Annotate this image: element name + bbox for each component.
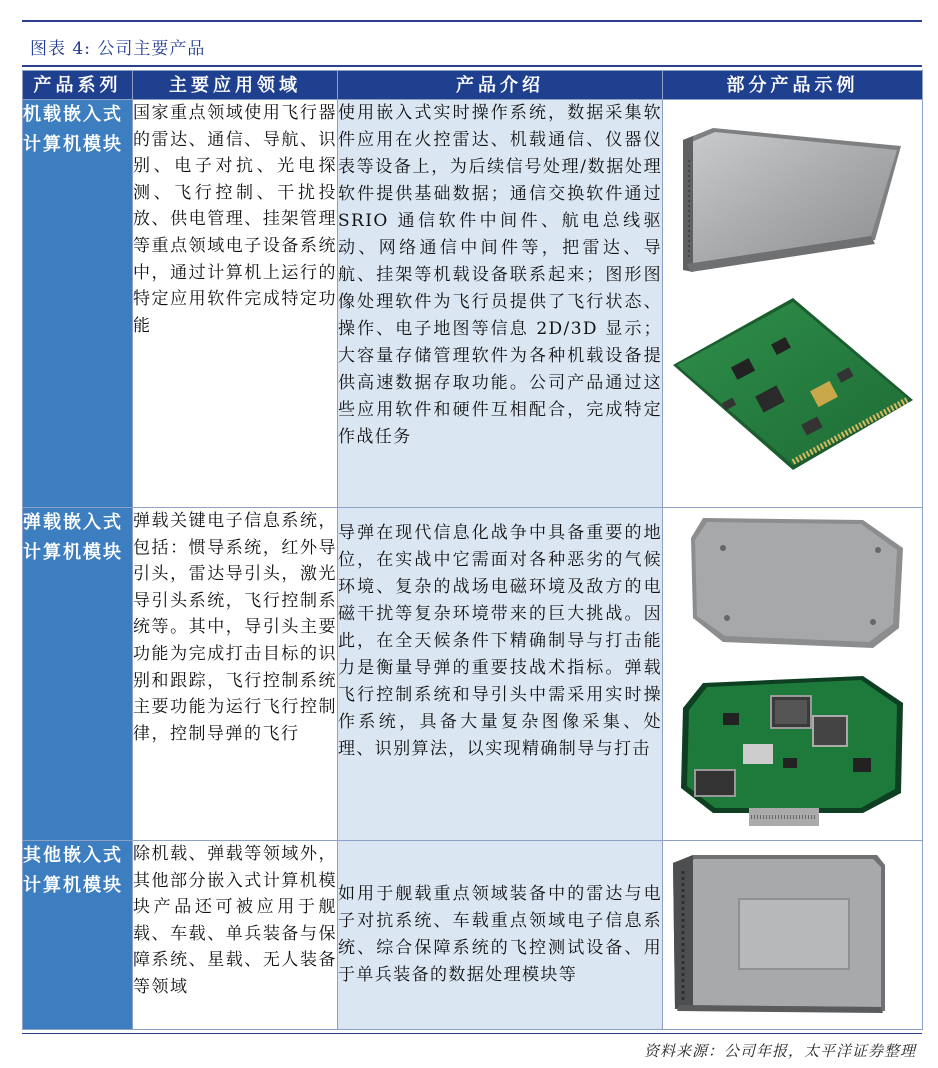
examples-images [663, 100, 921, 506]
examples-cell [663, 508, 923, 841]
series-cell: 弹载嵌入式计算机模块 [23, 508, 133, 841]
series-cell: 其他嵌入式计算机模块 [23, 841, 133, 1030]
header-intro: 产品介绍 [338, 71, 663, 100]
figure-caption: 图表 4: 公司主要产品 [30, 39, 206, 59]
header-row [23, 71, 923, 100]
application-cell: 国家重点领域使用飞行器的雷达、通信、导航、识别、电子对抗、光电探测、飞行控制、干扰投放、供电管理、挂架管理等重点领域电子设备系统中，通过计算机上运行的特定应用软件完成特定功能 [133, 100, 338, 508]
application-cell: 弹载关键电子信息系统，包括：惯导系统，红外导引头，雷达导引头，激光导引头系统，飞行控制系统等。其中，导引头主要功能为完成打击目标的识别和跟踪，飞行控制系统主要功能为运行飞行控制律，控制导弹的飞行 [133, 508, 338, 841]
metal-module-enclosure-photo [683, 128, 901, 272]
intro-cell: 导弹在现代信息化战争中具备重要的地位，在实战中它需面对各种恶劣的气候环境、复杂的战场电磁环境及敌方的电磁干扰等复杂环境带来的巨大挑战。因此，在全天候条件下精确制导与打击能力是衡量导弹的重要技战术指标。弹载飞行控制系统和导引头中需采用实时操作系统，具备大量复杂图像采集、处理、识别算法，以实现精确制导与打击 [338, 508, 663, 841]
source-note: 资料来源：公司年报，太平洋证券整理 [643, 1042, 916, 1060]
examples-cell [663, 841, 923, 1030]
examples-images [663, 841, 921, 1028]
header-application: 主要应用领域 [133, 71, 338, 100]
octagonal-metal-cover-photo [691, 518, 903, 648]
bottom-rule [22, 1033, 922, 1034]
examples-images [663, 508, 921, 839]
caption-rule [22, 65, 922, 67]
metal-chassis-module-photo [673, 855, 885, 1013]
series-cell: 机载嵌入式计算机模块 [23, 100, 133, 508]
intro-cell: 使用嵌入式实时操作系统，数据采集软件应用在火控雷达、机载通信、仪器仪表等设备上，为后续信号处理/数据处理软件提供基础数据；通信交换软件通过 SRIO 通信软件中间件、航电总线驱动、网络通信中间件等，把雷达、导航、挂架等机载设备联系起来；图形图像处理软件为飞行员提供了飞行状态、操作、电子地图等信息 2D/3D 显示；大容量存储管理软件为各种机载设备提供高速数据存取功能。公司产品通过这些应用软件和硬件互相配合，完成特定作战任务 [338, 100, 663, 508]
table-row [23, 508, 923, 841]
table-row [23, 841, 923, 1030]
octagonal-circuit-board-photo [681, 676, 903, 826]
examples-cell [663, 100, 923, 508]
header-series: 产品系列 [23, 71, 133, 100]
intro-cell: 如用于舰载重点领域装备中的雷达与电子对抗系统、车载重点领域电子信息系统、综合保障系统的飞控测试设备、用于单兵装备的数据处理模块等 [338, 841, 663, 1030]
green-circuit-board-photo [673, 298, 913, 470]
header-examples: 部分产品示例 [663, 71, 923, 100]
products-table [22, 70, 923, 1030]
top-rule [22, 20, 922, 22]
application-cell: 除机载、弹载等领域外，其他部分嵌入式计算机模块产品还可被应用于舰载、车载、单兵装备与保障系统、星载、无人装备等领域 [133, 841, 338, 1030]
table-row [23, 100, 923, 508]
